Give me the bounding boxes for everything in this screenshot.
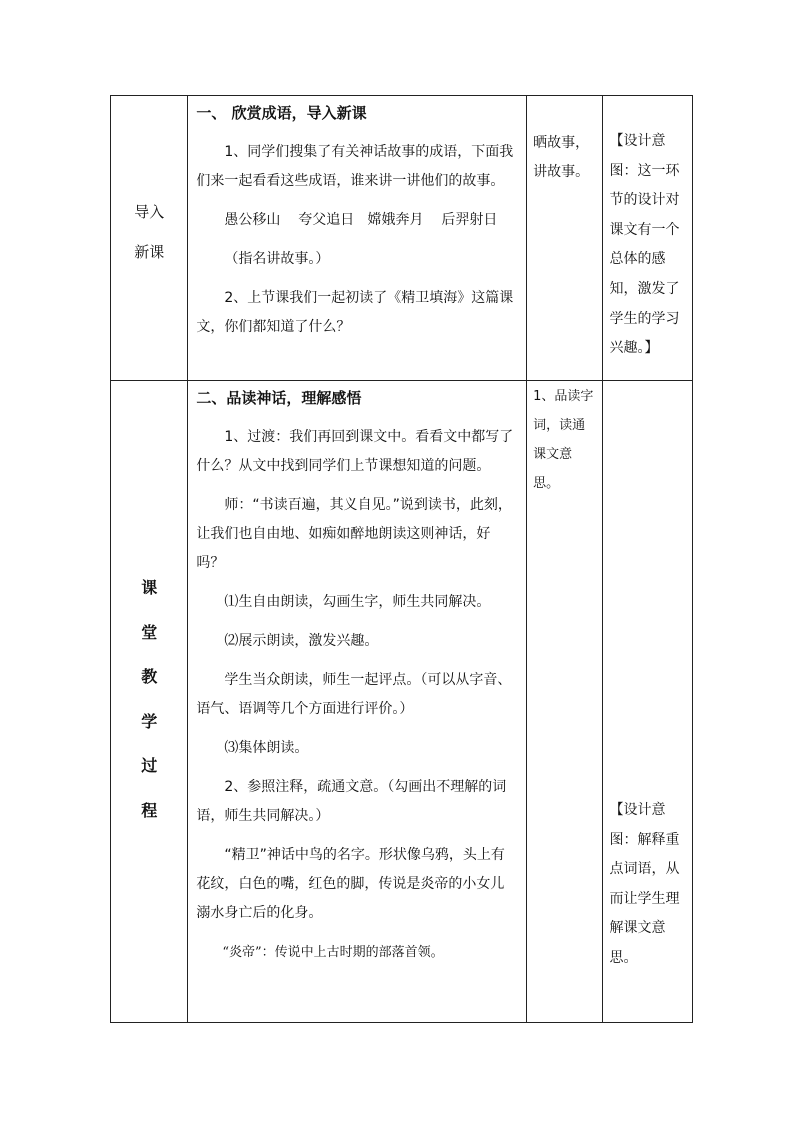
content-paragraph: 2、上节课我们一起初读了《精卫填海》这篇课文，你们都知道了什么？ <box>196 290 514 335</box>
table-row <box>111 96 693 381</box>
student-activity: 1、品读字词，读通课文意思。 <box>533 389 594 491</box>
stage-label-char: 课 <box>141 578 158 597</box>
content-paragraph: “炎帝”：传说中上古时期的部落首领。 <box>222 945 444 960</box>
design-intent-cell <box>602 381 693 1023</box>
content-paragraph: 学生当众朗读，师生一起评点。（可以从字音、语气、语调等几个方面进行评价。） <box>196 672 512 717</box>
design-intent-cell <box>602 96 693 381</box>
stage-label-char: 过 <box>141 756 158 775</box>
section-title: 二、品读神话，理解感悟 <box>196 389 362 407</box>
content-paragraph: ⑴生自由朗读，勾画生字，师生共同解决。 <box>224 594 491 610</box>
stage-label-char: 堂 <box>141 622 158 642</box>
stage-label-intro <box>111 96 187 272</box>
content-paragraph: 2、参照注释，疏通文意。（勾画出不理解的词语，师生共同解决。） <box>196 779 507 824</box>
content-paragraph: ⑵展示朗读，激发兴趣。 <box>224 633 379 649</box>
stage-label-line: 导入 <box>134 203 165 221</box>
stage-label-char: 教 <box>141 667 158 686</box>
stage-label-char: 学 <box>141 711 158 731</box>
design-intent: 【设计意图：解释重点词语，从而让学生理解课文意思。 <box>609 802 680 966</box>
stage-label-char: 程 <box>141 800 158 820</box>
content-paragraph: “精卫”神话中鸟的名字。形状像乌鸦，头上有花纹，白色的嘴，红色的脚，传说是炎帝的小女儿溺水身亡后的化身。 <box>196 847 505 921</box>
lesson-plan-table <box>110 95 693 1023</box>
content-paragraph: （指名讲故事。） <box>224 251 330 267</box>
idiom-list: 愚公移山 夸父追日 嫦娥奔月 后羿射日 <box>224 212 498 228</box>
content-paragraph: 1、过渡：我们再回到课文中。看看文中都写了什么？从文中找到同学们上节课想知道的问题。 <box>196 429 514 474</box>
stage-label-cell <box>111 381 188 1023</box>
content-paragraph: 1、同学们搜集了有关神话故事的成语，下面我们来一起看看这些成语，谁来讲一讲他们的故事。 <box>196 144 514 189</box>
student-activity-cell <box>527 96 602 381</box>
content-paragraph: 师：“书读百遍，其义自见。”说到读书，此刻，让我们也自由地、如痴如醉地朗读这则神话，好吗？ <box>196 497 512 571</box>
teaching-content-cell <box>188 381 527 1023</box>
stage-label-line: 新课 <box>134 243 165 261</box>
student-activity-cell <box>527 381 602 1023</box>
student-activity: 晒故事，讲故事。 <box>533 135 590 180</box>
content-paragraph: ⑶集体朗读。 <box>224 740 309 756</box>
stage-label-process <box>111 381 187 833</box>
design-intent: 【设计意图：这一环节的设计对课文有一个总体的感知，激发了学生的学习兴趣。】 <box>609 133 680 357</box>
section-title: 一、 欣赏成语，导入新课 <box>196 104 367 122</box>
teaching-content-cell <box>188 96 527 381</box>
table-row <box>111 381 693 1023</box>
stage-label-cell <box>111 96 188 381</box>
